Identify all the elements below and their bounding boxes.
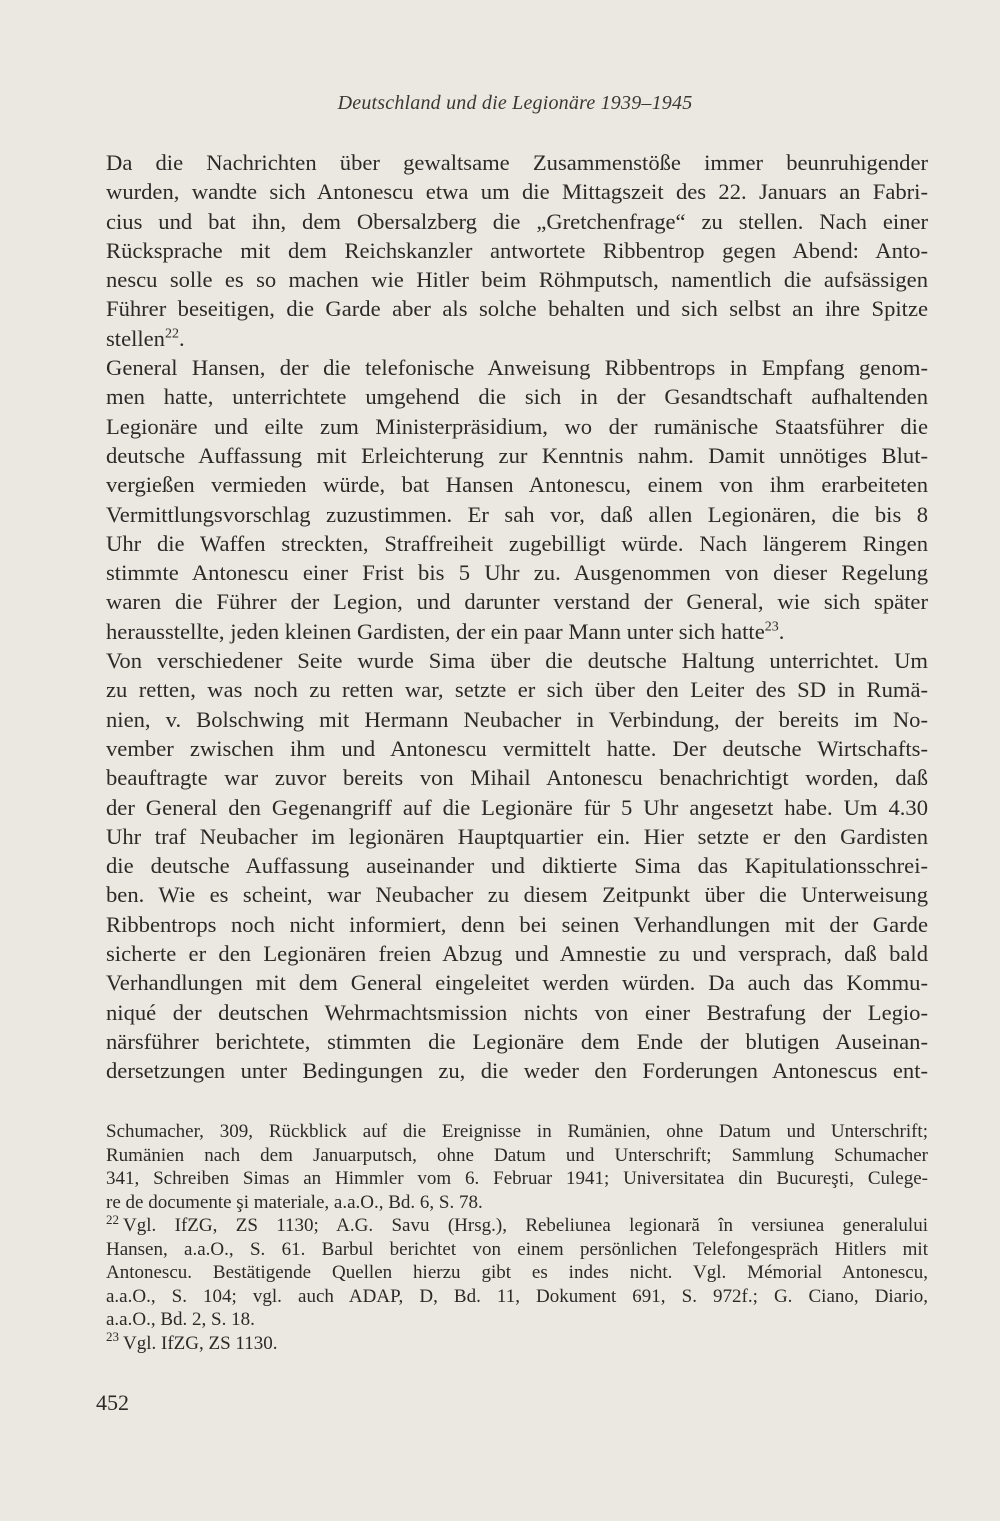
footnote-line	[106, 1211, 928, 1238]
footnote-number: 22	[106, 1211, 119, 1227]
footnote-line: a.a.O., Bd. 2, S. 18.	[106, 1309, 255, 1330]
body-line: Uhr die Waffen streckten, Straffreiheit zugebilligt würde. Nach längerem Ringen	[106, 530, 928, 556]
body-line: Ribbentrops noch nicht informiert, denn bei seinen Verhandlungen mit der Garde	[106, 911, 928, 937]
body-line: närsführer berichtete, stimmten die Legionäre dem Ende der blutigen Auseinan-	[106, 1028, 928, 1054]
body-line: nien, v. Bolschwing mit Hermann Neubacher in Verbindung, der bereits im No-	[106, 706, 928, 732]
running-head: Deutschland und die Legionäre 1939–1945	[337, 92, 693, 114]
body-line: Vermittlungsvorschlag zuzustimmen. Er sah vor, daß allen Legionären, die bis 8	[106, 501, 928, 527]
footnote-reference: 22	[164, 326, 179, 342]
body-line: nescu solle es so machen wie Hitler beim Röhmputsch, namentlich die aufsässigen	[106, 267, 928, 293]
footnote-line: re de documente şi materiale, a.a.O., Bd. 6, S. 78.	[106, 1191, 483, 1213]
body-line: sicherte er den Legionären freien Abzug und Amnestie zu und versprach, daß bald	[106, 941, 928, 967]
footnote-reference: 23	[764, 619, 779, 635]
body-line: vergießen vermieden würde, bat Hansen Antonescu, einem von ihm erarbeiteten	[106, 472, 928, 498]
footnote-line-text: Vgl. IfZG, ZS 1130.	[123, 1332, 278, 1354]
body-line-text: herausstellte, jeden kleinen Gardisten, der ein paar Mann unter sich hatte	[106, 618, 765, 644]
footnote-line: Schumacher, 309, Rückblick auf die Ereignisse in Rumänien, ohne Datum und Unterschrift;	[106, 1121, 928, 1142]
footnote-line-text: Vgl. IfZG, ZS 1130; A.G. Savu (Hrsg.), Rebeliunea legionară în versiunea generalului	[123, 1215, 928, 1236]
footnote-line: Rumänien nach dem Januarputsch, ohne Datum und Unterschrift; Sammlung Schumacher	[106, 1144, 928, 1166]
footnote-line: Hansen, a.a.O., S. 61. Barbul berichtet von einem persönlichen Telefongespräch Hitlers mit	[106, 1238, 928, 1260]
body-line: stimmte Antonescu einer Frist bis 5 Uhr zu. Ausgenommen von dieser Regelung	[106, 560, 928, 586]
body-line: men hatte, unterrichtete umgehend die sich in der Gesandtschaft aufhaltenden	[106, 384, 928, 410]
body-line: Uhr traf Neubacher im legionären Hauptquartier ein. Hier setzte er den Gardisten	[106, 823, 928, 849]
body-line: General Hansen, der die telefonische Anweisung Ribbentrops in Empfang genom-	[106, 355, 928, 381]
body-line: Rücksprache mit dem Reichskanzler antwortete Ribbentrop gegen Abend: Anto-	[106, 237, 928, 263]
body-line: niqué der deutschen Wehrmachtsmission nichts von einer Bestrafung der Legio-	[106, 999, 928, 1025]
body-line: Führer beseitigen, die Garde aber als solche behalten und sich selbst an ihre Spitze	[106, 296, 928, 322]
footnote-number: 23	[106, 1329, 119, 1345]
reference-punctuation: .	[178, 325, 185, 351]
body-line: die deutsche Auffassung auseinander und diktierte Sima das Kapitulationsschrei-	[106, 853, 928, 879]
body-line: waren die Führer der Legion, und darunter verstand der General, wie sich später	[106, 589, 928, 615]
body-line-text: stellen	[106, 325, 165, 351]
body-line: der General den Gegenangriff auf die Legionäre für 5 Uhr angesetzt habe. Um 4.30	[106, 794, 928, 820]
body-line: Da die Nachrichten über gewaltsame Zusammenstöße immer beunruhigender	[106, 150, 928, 175]
page-number: 452	[96, 1390, 129, 1415]
body-line: deutsche Auffassung mit Erleichterung zur Kenntnis nahm. Damit unnötiges Blut-	[106, 442, 928, 468]
body-line	[106, 617, 928, 646]
body-line: cius und bat ihn, dem Obersalzberg die „Gretchenfrage“ zu stellen. Nach einer	[106, 208, 928, 234]
body-line: Von verschiedener Seite wurde Sima über die deutsche Haltung unterrichtet. Um	[106, 648, 928, 674]
body-line: dersetzungen unter Bedingungen zu, die weder den Forderungen Antonescus ent-	[106, 1058, 928, 1084]
footnote-line: 341, Schreiben Simas an Himmler vom 6. Februar 1941; Universitatea din Bucureşti, Culege-	[106, 1168, 928, 1189]
body-line: ben. Wie es scheint, war Neubacher zu diesem Zeitpunkt über die Unterweisung	[106, 882, 928, 908]
body-line	[106, 324, 928, 353]
footnote-line: Antonescu. Bestätigende Quellen hierzu gibt es indes nicht. Vgl. Mémorial Antonescu,	[106, 1262, 928, 1283]
footnote-line: a.a.O., S. 104; vgl. auch ADAP, D, Bd. 11, Dokument 691, S. 972f.; G. Ciano, Diario,	[106, 1285, 928, 1307]
body-line: wurden, wandte sich Antonescu etwa um die Mittagszeit des 22. Januars an Fabri-	[106, 179, 928, 205]
body-text	[106, 148, 928, 1086]
footnote-line	[106, 1329, 928, 1356]
body-line: zu retten, was noch zu retten war, setzte er sich über den Leiter des SD in Rumä-	[106, 677, 928, 703]
reference-punctuation: .	[778, 618, 785, 644]
body-line: Legionäre und eilte zum Ministerpräsidium, wo der rumänische Staatsführer die	[106, 413, 928, 439]
body-line: Verhandlungen mit dem General eingeleitet werden würden. Da auch das Kommu-	[106, 970, 928, 996]
body-line: beauftragte war zuvor bereits von Mihail Antonescu benachrichtigt worden, daß	[106, 765, 928, 791]
body-line: vember zwischen ihm und Antonescu vermittelt hatte. Der deutsche Wirtschafts-	[106, 735, 928, 761]
footnotes	[106, 1120, 928, 1355]
